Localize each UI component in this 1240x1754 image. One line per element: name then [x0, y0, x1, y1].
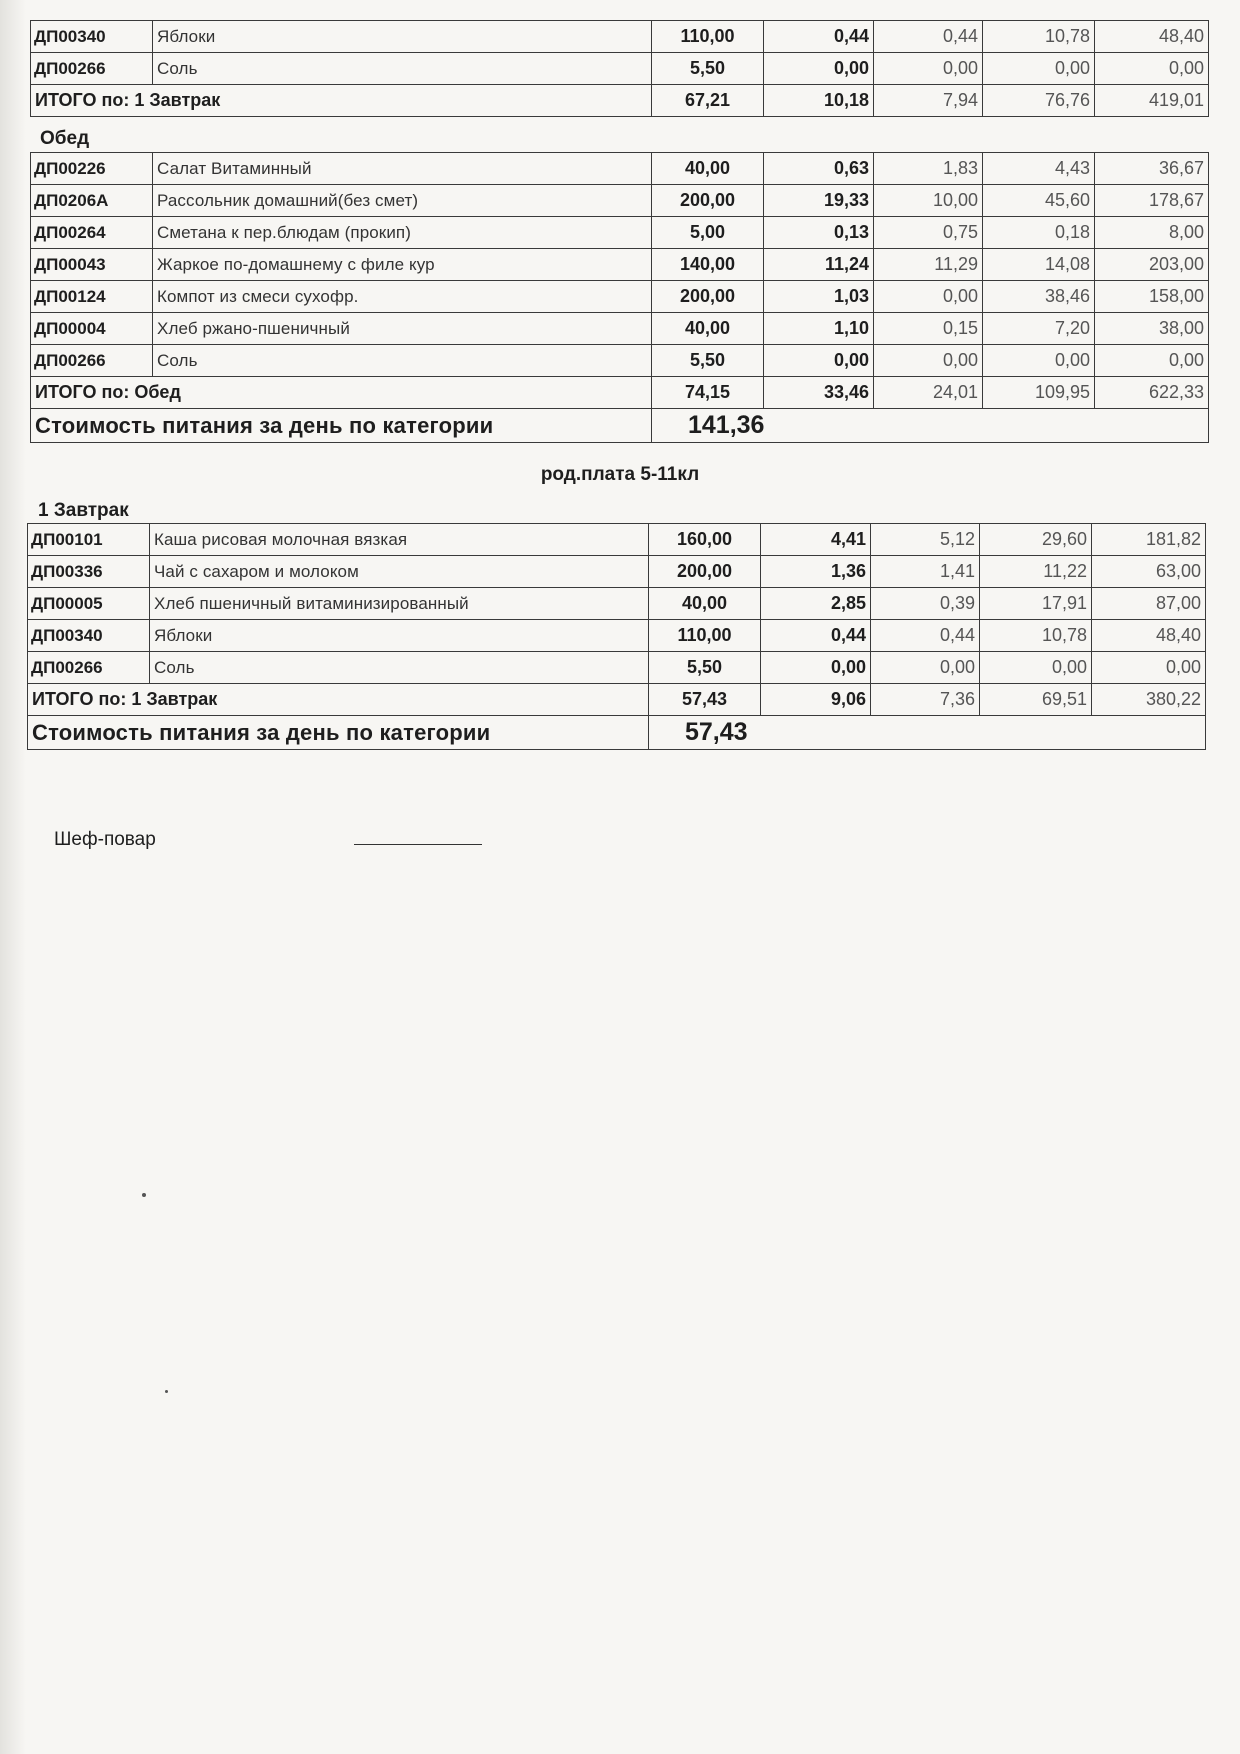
item-c1: 1,10 [764, 313, 874, 345]
item-qty: 160,00 [649, 524, 761, 556]
item-c2: 0,39 [871, 588, 980, 620]
signature-label: Шеф-повар [54, 829, 156, 850]
item-code: ДП0206А [31, 185, 153, 217]
item-qty: 110,00 [649, 620, 761, 652]
menu-table-main [30, 20, 1209, 117]
table-row [31, 217, 1209, 249]
menu-table-breakfast-2 [27, 523, 1206, 750]
total-c4: 622,33 [1095, 377, 1209, 409]
total-label: ИТОГО по: 1 Завтрак [31, 85, 652, 117]
item-name: Сметана к пер.блюдам (прокип) [153, 217, 652, 249]
item-name: Соль [150, 652, 649, 684]
item-name: Яблоки [150, 620, 649, 652]
item-c3: 0,00 [980, 652, 1092, 684]
cost-value: 57,43 [649, 716, 1206, 750]
table-row [31, 281, 1209, 313]
item-code: ДП00264 [31, 217, 153, 249]
item-name: Соль [153, 345, 652, 377]
item-c2: 1,83 [874, 153, 983, 185]
total-label: ИТОГО по: 1 Завтрак [28, 684, 649, 716]
item-c4: 36,67 [1095, 153, 1209, 185]
item-c4: 0,00 [1092, 652, 1206, 684]
item-code: ДП00336 [28, 556, 150, 588]
item-code: ДП00266 [28, 652, 150, 684]
table-row [28, 652, 1206, 684]
item-c1: 0,00 [764, 53, 874, 85]
item-c2: 0,44 [871, 620, 980, 652]
total-c4: 419,01 [1095, 85, 1209, 117]
total-c4: 380,22 [1092, 684, 1206, 716]
item-name: Яблоки [153, 21, 652, 53]
item-c3: 29,60 [980, 524, 1092, 556]
item-code: ДП00004 [31, 313, 153, 345]
item-c1: 11,24 [764, 249, 874, 281]
item-c1: 0,63 [764, 153, 874, 185]
item-qty: 200,00 [649, 556, 761, 588]
item-qty: 5,50 [652, 53, 764, 85]
total-c1: 9,06 [761, 684, 871, 716]
table-row [31, 345, 1209, 377]
item-name: Каша рисовая молочная вязкая [150, 524, 649, 556]
table-row [31, 53, 1209, 85]
item-c3: 38,46 [983, 281, 1095, 313]
item-c2: 0,00 [874, 345, 983, 377]
item-c1: 19,33 [764, 185, 874, 217]
cost-row-lunch [31, 409, 1209, 443]
item-c4: 38,00 [1095, 313, 1209, 345]
item-c4: 87,00 [1092, 588, 1206, 620]
item-c1: 0,44 [764, 21, 874, 53]
item-c2: 11,29 [874, 249, 983, 281]
item-name: Хлеб пшеничный витаминизированный [150, 588, 649, 620]
table-row [31, 21, 1209, 53]
item-c3: 11,22 [980, 556, 1092, 588]
item-name: Жаркое по-домашнему с филе кур [153, 249, 652, 281]
total-row-breakfast-2 [28, 684, 1206, 716]
item-code: ДП00226 [31, 153, 153, 185]
table-row [28, 588, 1206, 620]
total-label: ИТОГО по: Обед [31, 377, 652, 409]
item-c3: 14,08 [983, 249, 1095, 281]
total-c1: 33,46 [764, 377, 874, 409]
item-c3: 10,78 [983, 21, 1095, 53]
total-qty: 57,43 [649, 684, 761, 716]
item-qty: 200,00 [652, 281, 764, 313]
total-c1: 10,18 [764, 85, 874, 117]
section-heading-breakfast: 1 Завтрак [38, 500, 129, 521]
item-c2: 0,44 [874, 21, 983, 53]
item-c1: 2,85 [761, 588, 871, 620]
item-qty: 110,00 [652, 21, 764, 53]
item-c4: 48,40 [1095, 21, 1209, 53]
table-row [28, 556, 1206, 588]
total-row-breakfast [31, 85, 1209, 117]
item-c1: 1,36 [761, 556, 871, 588]
item-qty: 40,00 [649, 588, 761, 620]
item-code: ДП00005 [28, 588, 150, 620]
table-row [31, 249, 1209, 281]
item-name: Чай с сахаром и молоком [150, 556, 649, 588]
table-row [28, 620, 1206, 652]
item-qty: 140,00 [652, 249, 764, 281]
category-title: род.плата 5-11кл [540, 464, 700, 485]
item-name: Соль [153, 53, 652, 85]
total-qty: 67,21 [652, 85, 764, 117]
cost-label: Стоимость питания за день по категории [31, 409, 652, 443]
item-c2: 0,15 [874, 313, 983, 345]
item-c4: 8,00 [1095, 217, 1209, 249]
item-c2: 0,75 [874, 217, 983, 249]
scan-speck [142, 1193, 146, 1197]
item-c4: 63,00 [1092, 556, 1206, 588]
item-name: Салат Витаминный [153, 153, 652, 185]
total-c3: 76,76 [983, 85, 1095, 117]
total-c3: 109,95 [983, 377, 1095, 409]
item-qty: 5,00 [652, 217, 764, 249]
item-c3: 7,20 [983, 313, 1095, 345]
item-qty: 40,00 [652, 313, 764, 345]
total-c2: 7,36 [871, 684, 980, 716]
total-qty: 74,15 [652, 377, 764, 409]
total-row-lunch [31, 377, 1209, 409]
item-c2: 1,41 [871, 556, 980, 588]
item-code: ДП00043 [31, 249, 153, 281]
item-c3: 0,00 [983, 345, 1095, 377]
item-qty: 5,50 [652, 345, 764, 377]
item-c4: 48,40 [1092, 620, 1206, 652]
item-c1: 1,03 [764, 281, 874, 313]
signature-line [354, 844, 482, 845]
item-qty: 200,00 [652, 185, 764, 217]
item-code: ДП00266 [31, 53, 153, 85]
total-c2: 24,01 [874, 377, 983, 409]
item-c2: 5,12 [871, 524, 980, 556]
table-row [31, 185, 1209, 217]
item-c2: 0,00 [871, 652, 980, 684]
item-c3: 0,00 [983, 53, 1095, 85]
scan-speck [165, 1390, 168, 1393]
item-c3: 4,43 [983, 153, 1095, 185]
item-c1: 0,44 [761, 620, 871, 652]
cost-value: 141,36 [652, 409, 1209, 443]
item-c3: 45,60 [983, 185, 1095, 217]
item-c3: 17,91 [980, 588, 1092, 620]
menu-table-lunch [30, 152, 1209, 443]
scan-edge-shadow [0, 0, 26, 1754]
item-c4: 181,82 [1092, 524, 1206, 556]
item-code: ДП00340 [31, 21, 153, 53]
item-name: Компот из смеси сухофр. [153, 281, 652, 313]
item-code: ДП00124 [31, 281, 153, 313]
item-c2: 10,00 [874, 185, 983, 217]
total-c2: 7,94 [874, 85, 983, 117]
section-heading-lunch: Обед [40, 128, 90, 149]
item-c1: 0,13 [764, 217, 874, 249]
item-name: Хлеб ржано-пшеничный [153, 313, 652, 345]
table-row [31, 313, 1209, 345]
item-code: ДП00101 [28, 524, 150, 556]
item-c4: 0,00 [1095, 345, 1209, 377]
item-c4: 158,00 [1095, 281, 1209, 313]
item-name: Рассольник домашний(без смет) [153, 185, 652, 217]
table-row [28, 524, 1206, 556]
item-c1: 4,41 [761, 524, 871, 556]
cost-row-breakfast-2 [28, 716, 1206, 750]
item-qty: 5,50 [649, 652, 761, 684]
item-c4: 0,00 [1095, 53, 1209, 85]
item-c4: 203,00 [1095, 249, 1209, 281]
item-code: ДП00340 [28, 620, 150, 652]
item-code: ДП00266 [31, 345, 153, 377]
total-c3: 69,51 [980, 684, 1092, 716]
item-c4: 178,67 [1095, 185, 1209, 217]
item-c2: 0,00 [874, 53, 983, 85]
item-qty: 40,00 [652, 153, 764, 185]
item-c2: 0,00 [874, 281, 983, 313]
item-c1: 0,00 [764, 345, 874, 377]
table-row [31, 153, 1209, 185]
item-c1: 0,00 [761, 652, 871, 684]
item-c3: 0,18 [983, 217, 1095, 249]
cost-label: Стоимость питания за день по категории [28, 716, 649, 750]
item-c3: 10,78 [980, 620, 1092, 652]
